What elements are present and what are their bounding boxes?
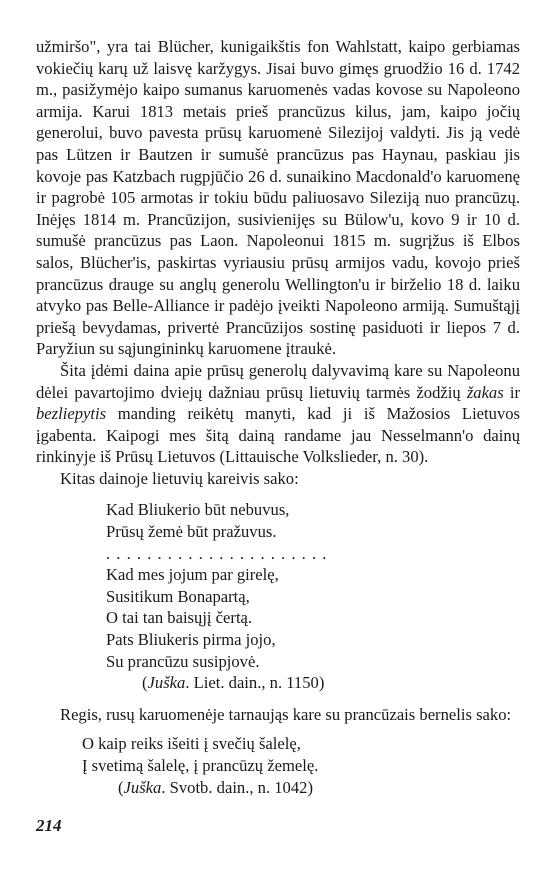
verse-line: Į svetimą šalelę, į prancūzų žemelę. bbox=[82, 756, 319, 775]
paragraph-text: manding reikėtų manyti, kad ji iš Mažosios Lietuvos įgabenta. Kaipogi mes šitą dainą randame jau Nesselmann'o dainų rinkinyje iš Prūsų Lietuvos (Littauische Volkslieder, n. 30). bbox=[36, 404, 520, 467]
paragraph-text: ir bbox=[503, 382, 520, 402]
paragraph-text: Šita įdėmi daina apie prūsų generolų dalyvavimą kare su Napoleonu dėlei pavartojimo dviejų dažniau prūsų lietuvių tarmės žodžių bbox=[36, 360, 520, 402]
verse-line: Kad mes jojum par girelę, bbox=[106, 565, 279, 585]
paragraph-soldier-says: Kitas dainoje lietuvių kareivis sako: bbox=[60, 468, 299, 488]
verse-line: Prūsų žemė būt pražuvus. bbox=[106, 522, 277, 542]
page-text bbox=[36, 36, 520, 798]
paragraph-song-origin bbox=[36, 360, 520, 468]
source-reference: . Liet. dain., n. 1150) bbox=[185, 673, 325, 693]
paragraph-russian-army: Regis, rusų karuomenėje tarnaująs kare su prancūzais bernelis sako: bbox=[60, 704, 512, 724]
verse-bliukeris bbox=[106, 499, 520, 693]
verse-line: Susitikum Bonapartą, bbox=[106, 586, 250, 606]
italic-word-bezliepytis: bezliepytis bbox=[36, 404, 107, 424]
italic-word-zakas: žakas bbox=[466, 382, 504, 402]
verse-line: Kad Bliukerio būt nebuvus, bbox=[106, 500, 290, 520]
paragraph-blucher: užmiršo", yra tai Blücher, kunigaikštis fon Wahlstatt, kaipo gerbiamas vokiečių karų už laisvę karžygys. Jisai buvo gimęs gruodžio 16 d. 1742 m., pasižymėjo kaipo sumanus karuomenės vadas kovose su Napoleono armija. Karui 1813 metais prieš prancūzus kilus, jam, kaipo jočių generolui, buvo pavesta prūsų karuomenė Silezijoj valdyti. Jis ją vedė pas Lützen ir Bautzen ir sumušė prancūzus pas Haynau, paskiau jis kovoje pas Katzbach rugpjūčio 26 d. sunaikino Macdonald'o karuomenę ir pagrobė 105 armotas ir tokiu būdu paliuosavo Sileziją nuo prancūzų. Inėjęs 1814 m. Prancūzijon, susivienijęs su Bülow'u, kovo 9 ir 10 d. sumušė prancūzus pas Laon. Napoleonui 1815 m. sugrįžus iš Elbos salos, Blücher'is, paskirtas vyriausiu prūsų armijos vadu, kovojo prieš prancūzus drauge su anglų generolu Wellington'u ir birželio 18 d. laiku atvyko pas Belle-Alliance ir padėjo įveikti Napoleono armiją. Sumuštąjį priešą bevydamas, privertė Prancūzijos sostinę pasiduoti ir liepos 7 d. Paryžiun su sąjungininkų karuomene įtraukė. bbox=[36, 37, 520, 359]
verse-source: (Juška. Svotb. dain., n. 1042) bbox=[118, 777, 313, 797]
verse-line: Pats Bliukeris pirma jojo, bbox=[106, 630, 276, 650]
verse-line: O kaip reiks išeiti į svečių šalelę, bbox=[82, 734, 301, 754]
source-author: Juška bbox=[147, 673, 186, 693]
page-number: 214 bbox=[36, 816, 62, 835]
verse-line: Su prancūzu susipjovė. bbox=[106, 651, 260, 671]
verse-ellipsis: . . . . . . . . . . . . . . . . . . . . . . bbox=[106, 543, 328, 563]
verse-line: O tai tan baisųjį čertą. bbox=[106, 608, 253, 628]
verse-source: (Juška. Liet. dain., n. 1150) bbox=[142, 673, 325, 693]
verse-svetima-salele bbox=[82, 733, 520, 798]
source-author: Juška bbox=[123, 777, 162, 797]
source-reference: . Svotb. dain., n. 1042) bbox=[161, 777, 313, 797]
